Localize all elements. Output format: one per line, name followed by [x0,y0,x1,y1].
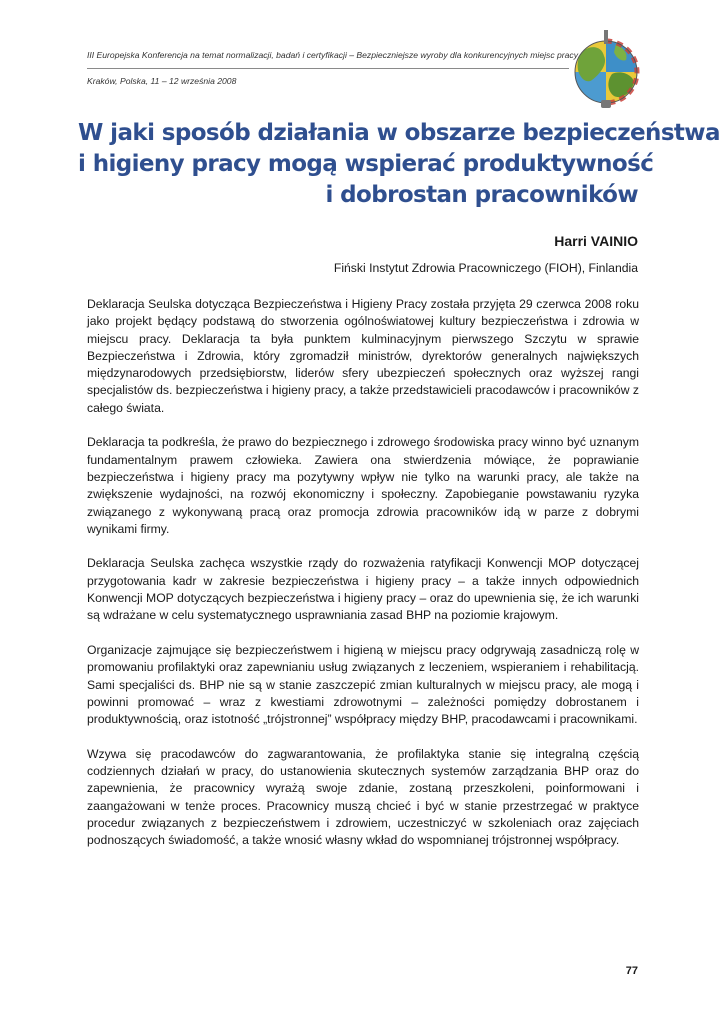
author-name: Harri VAINIO [554,233,638,249]
author-affiliation: Fiński Instytut Zdrowia Pracowniczego (FIOH), Finlandia [333,261,638,275]
body-paragraph: Wzywa się pracodawców do zagwarantowania, że profilaktyka stanie się integralną częścią codziennych działań w pracy, do ustanowienia skutecznych systemów zarządzania BHP oraz do zapewnienia, że pracownicy wyrażą swoje zdanie, zostaną przeszkoleni, poinformowani i zaangażowani w tenże proces. Pracownicy muszą chcieć i być w stanie przestrzegać w praktyce procedur związanych z bezpieczeństwem i zdrowiem, uczestniczyć w szkoleniach oraz zajęciach podnoszących świadomość, a także wnosić własny wkład do wspomnianej trójstronnej współpracy. [87,746,639,848]
header-divider [87,68,569,69]
title-line: i higieny pracy mogą wspierać produktywność [78,151,654,177]
body-paragraph: Deklaracja ta podkreśla, że prawo do bezpiecznego i zdrowego środowiska pracy winno być uznanym fundamentalnym prawem człowieka. Zawiera ona stwierdzenia mówiące, że poprawianie bezpieczeństwa i higieny pracy ma pozytywny wpływ nie tylko na warunki pracy, ale także na zwiększenie wydajności, na rozwój ekonomiczny i społeczny. Zapobieganie powstawaniu ryzyka związanego z wykonywaną pracą oraz promocja zdrowia pracowników idą w parze z dobrymi wynikami firmy. [87,435,639,536]
body-paragraph: Deklaracja Seulska zachęca wszystkie rządy do rozważenia ratyfikacji Konwencji MOP dotyczącej przygotowania kadr w zakresie bezpieczeństwa i higieny pracy – a także innych odpowiednich Konwencji MOP dotyczących bezpieczeństwa i higieny pracy – oraz do upewnienia się, że ich warunki są wdrażane w celu systematycznego usprawniania zasad BHP na poziomie krajowym. [87,556,639,623]
body-paragraph: Organizacje zajmujące się bezpieczeństwem i higieną w miejscu pracy odgrywają zasadniczą rolę w promowaniu profilaktyki oraz zapewnianiu usług związanych z leczeniem, wspieraniem i rehabilitacją. Sami specjaliści ds. BHP nie są w stanie zaszczepić zmian kulturalnych w miejscu pracy, ale mogą i powinni promować – wraz z kwestiami zdrowotnymi – zależności pomiędzy dobrostanem i produktywnością, oraz istotność „trójstronnej” współpracy między BHP, pracodawcami i pracownikami. [87,642,639,727]
title-line: W jaki sposób działania w obszarze bezpieczeństwa [78,120,720,146]
page-number: 77 [625,965,638,977]
article-title [78,118,720,211]
title-line: i dobrostan pracowników [325,182,638,208]
article-body [87,296,639,867]
conference-globe-logo-icon [572,30,642,110]
conference-header: III Europejska Konferencja na temat normalizacji, badań i certyfikacji – Bezpieczniejsze wyroby dla konkurencyjnych miejsc pracy [87,50,579,60]
conference-place-date: Kraków, Polska, 11 – 12 września 2008 [87,76,237,86]
body-paragraph: Deklaracja Seulska dotycząca Bezpieczeństwa i Higieny Pracy została przyjęta 29 czerwca 2008 roku jako projekt będący podstawą do stworzenia ogólnoświatowej kultury bezpieczeństwa i zdrowia w miejscu pracy. Deklaracja ta była punktem kulminacyjnym pierwszego Szczytu w sprawie Bezpieczeństwa i Zdrowia, który zgromadził ministrów, dyrektorów generalnych największych międzynarodowych przedsiębiorstw, liderów sfery ubezpieczeń społecznych oraz wyższej rangi specjalistów ds. bezpieczeństwa i higieny pracy, a także przedstawicieli pracodawców i pracowników z całego świata. [87,297,639,415]
